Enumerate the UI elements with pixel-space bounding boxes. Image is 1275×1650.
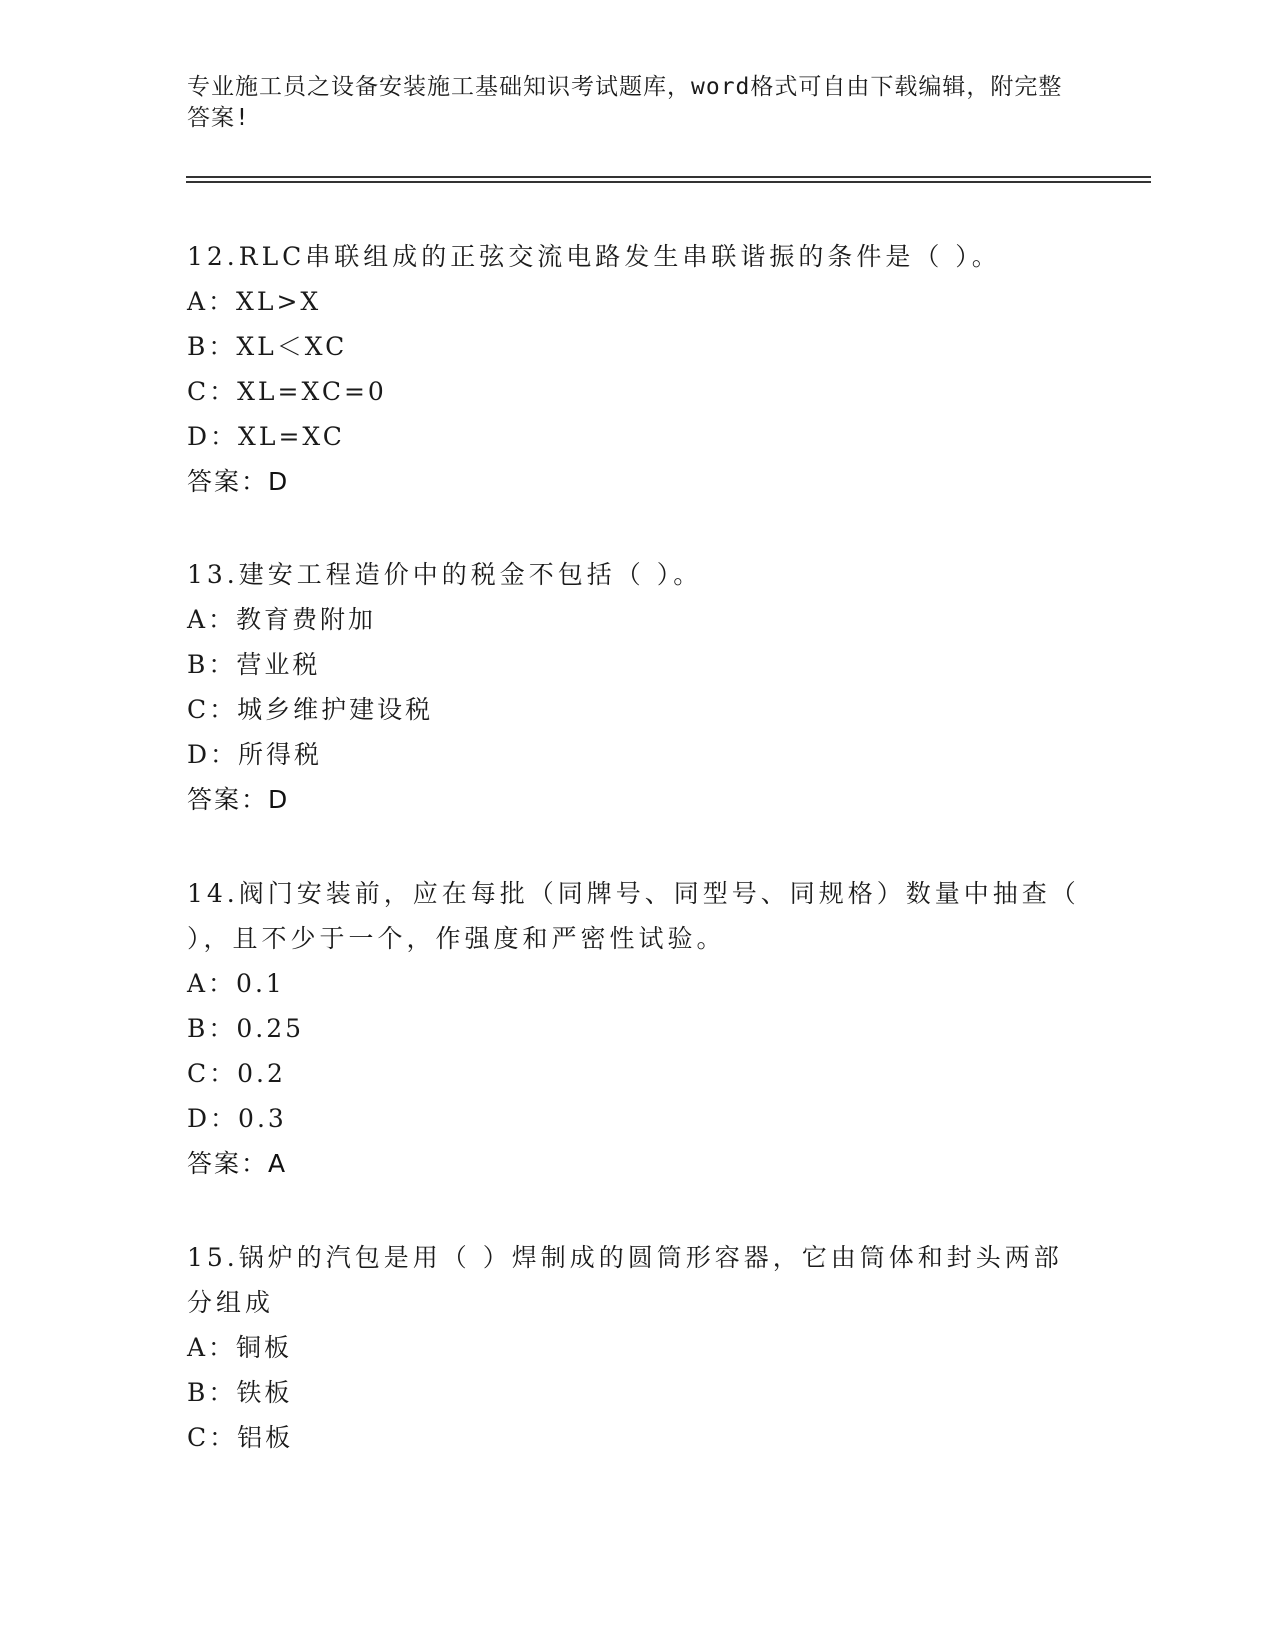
answer: 答案：D — [187, 785, 290, 814]
option-a: A：教育费附加 — [187, 605, 377, 634]
document-description: 专业施工员之设备安装施工基础知识考试题库，word格式可自由下载编辑，附完整答案! — [187, 74, 1063, 131]
option-d: D：0.3 — [187, 1104, 287, 1133]
option-c: C：0.2 — [187, 1059, 286, 1088]
option-c: C：城乡维护建设税 — [187, 695, 434, 724]
option-d: D：所得税 — [187, 740, 323, 769]
question-12 — [187, 234, 1087, 504]
option-a: A：0.1 — [187, 969, 285, 998]
option-b: B：0.25 — [187, 1014, 305, 1043]
option-b: B：营业税 — [187, 650, 321, 679]
option-c: C：铝板 — [187, 1423, 294, 1452]
question-stem: 15.锅炉的汽包是用（ ）焊制成的圆筒形容器，它由筒体和封头两部分组成 — [187, 1243, 1063, 1317]
question-15 — [187, 1235, 1087, 1460]
question-13 — [187, 552, 1087, 822]
question-stem: 12.RLC串联组成的正弦交流电路发生串联谐振的条件是（ ）。 — [187, 242, 1001, 271]
question-stem: 14.阀门安装前，应在每批（同牌号、同型号、同规格）数量中抽查（ ），且不少于一个，作强度和严密性试验。 — [187, 879, 1080, 953]
header-divider-bottom — [186, 181, 1151, 183]
option-c: C：XL=XC=0 — [187, 377, 387, 406]
header-divider-top — [186, 176, 1151, 178]
option-a: A：铜板 — [187, 1333, 293, 1362]
question-stem: 13.建安工程造价中的税金不包括（ ）。 — [187, 560, 703, 589]
option-b: B：铁板 — [187, 1378, 293, 1407]
option-a: A：XL>X — [187, 287, 322, 316]
question-14 — [187, 871, 1087, 1186]
answer: 答案：A — [187, 1149, 288, 1178]
answer: 答案：D — [187, 467, 290, 496]
option-d: D：XL=XC — [187, 422, 345, 451]
option-b: B：XL＜XC — [187, 332, 348, 361]
